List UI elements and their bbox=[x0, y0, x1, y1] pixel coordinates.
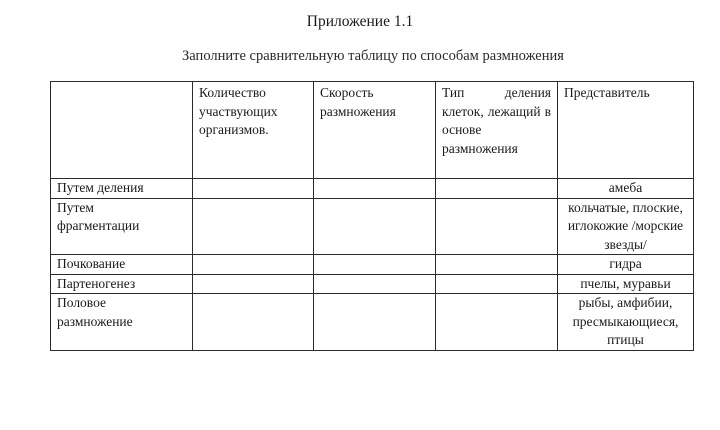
table-row bbox=[51, 179, 694, 199]
row-organisms-count bbox=[193, 274, 314, 294]
row-representative: пчелы, муравьи bbox=[558, 274, 694, 294]
row-speed bbox=[314, 294, 436, 351]
header-representative: Представитель bbox=[558, 82, 694, 179]
row-speed bbox=[314, 255, 436, 275]
row-method-text: Путем фрагментации bbox=[57, 199, 140, 233]
row-method-text: Половое размножение bbox=[57, 295, 133, 329]
row-cell-division bbox=[436, 294, 558, 351]
row-method: Путем деления bbox=[51, 179, 193, 199]
row-method: Почкование bbox=[51, 255, 193, 275]
row-cell-division bbox=[436, 255, 558, 275]
row-organisms-count bbox=[193, 255, 314, 275]
row-speed bbox=[314, 179, 436, 199]
header-speed: Скорость размножения bbox=[314, 82, 436, 179]
row-speed bbox=[314, 274, 436, 294]
page-title: Приложение 1.1 bbox=[306, 13, 414, 30]
header-organisms-count: Количество участвующих организмов. bbox=[193, 82, 314, 179]
table-row bbox=[51, 198, 694, 255]
comparison-table bbox=[50, 81, 694, 351]
row-representative: амеба bbox=[558, 179, 694, 199]
row-representative bbox=[558, 294, 694, 351]
table-row bbox=[51, 274, 694, 294]
row-method bbox=[51, 294, 193, 351]
row-cell-division bbox=[436, 198, 558, 255]
row-organisms-count bbox=[193, 198, 314, 255]
row-cell-division bbox=[436, 179, 558, 199]
table-row bbox=[51, 255, 694, 275]
row-method bbox=[51, 198, 193, 255]
row-representative-text: рыбы, амфибии, пресмыкающиеся, птицы bbox=[572, 295, 679, 347]
row-representative-text: кольчатые, плоские, иглокожие /морские звезды/ bbox=[567, 199, 684, 252]
row-organisms-count bbox=[193, 179, 314, 199]
row-organisms-count bbox=[193, 294, 314, 351]
row-cell-division bbox=[436, 274, 558, 294]
page-subtitle: Заполните сравнительную таблицу по способам размножения bbox=[182, 48, 564, 64]
table-header-row bbox=[51, 82, 694, 179]
table-row bbox=[51, 294, 694, 351]
row-representative: гидра bbox=[558, 255, 694, 275]
header-cell-empty bbox=[51, 82, 193, 179]
header-cell-division: Тип деления клеток, лежащий в основе размножения bbox=[436, 82, 558, 179]
row-speed bbox=[314, 198, 436, 255]
row-representative bbox=[558, 198, 694, 255]
row-method: Партеногенез bbox=[51, 274, 193, 294]
